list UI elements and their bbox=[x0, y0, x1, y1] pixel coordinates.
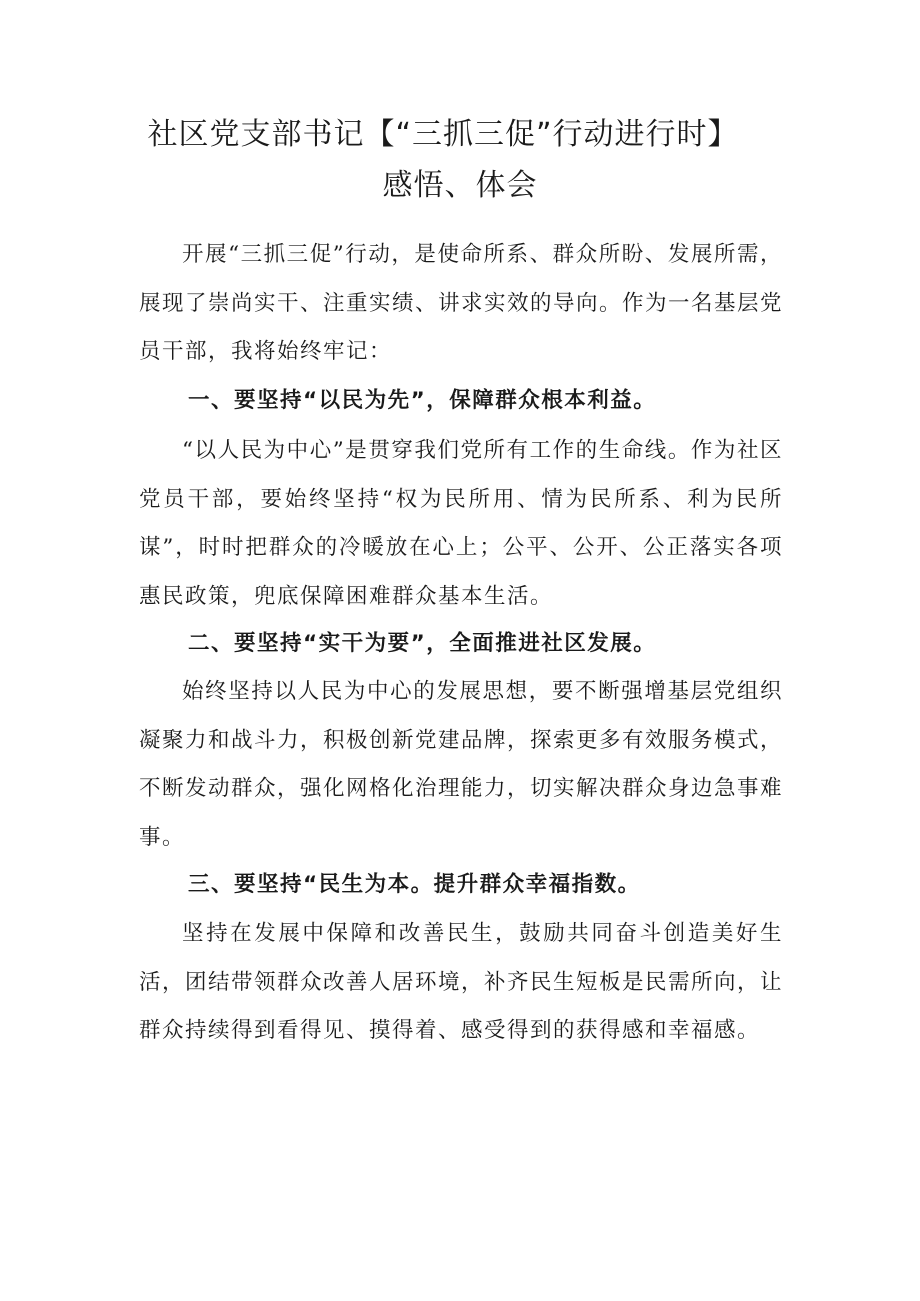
section-3-paragraph: 坚持在发展中保障和改善民生，鼓励共同奋斗创造美好生活，团结带领群众改善人居环境，补齐民生短板是民需所向，让群众持续得到看得见、摸得着、感受得到的获得感和幸福感。 bbox=[139, 921, 784, 1044]
document-title-line-2: 感悟、体会 bbox=[382, 168, 538, 203]
section-2-heading: 二、要坚持“实干为要”，全面推进社区发展。 bbox=[188, 631, 657, 656]
document-title-line-1: 社区党支部书记【“三抓三促”行动进行时】 bbox=[147, 117, 739, 152]
intro-paragraph: 开展“三抓三促”行动，是使命所系、群众所盼、发展所需，展现了崇尚实干、注重实绩、讲求实效的导向。作为一名基层党员干部，我将始终牢记： bbox=[139, 242, 784, 365]
section-1-heading: 一、要坚持“以民为先”，保障群众根本利益。 bbox=[188, 388, 657, 413]
section-1-paragraph: “以人民为中心”是贯穿我们党所有工作的生命线。作为社区党员干部，要始终坚持“权为民所用、情为民所系、利为民所谋”，时时把群众的冷暖放在心上；公平、公开、公正落实各项惠民政策，兜底保障困难群众基本生活。 bbox=[139, 438, 783, 609]
section-3-heading: 三、要坚持“民生为本。提升群众幸福指数。 bbox=[188, 872, 641, 897]
section-2-paragraph: 始终坚持以人民为中心的发展思想，要不断强增基层党组织凝聚力和战斗力，积极创新党建品牌，探索更多有效服务模式，不断发动群众，强化网格化治理能力，切实解决群众身边急事难事。 bbox=[139, 679, 784, 850]
